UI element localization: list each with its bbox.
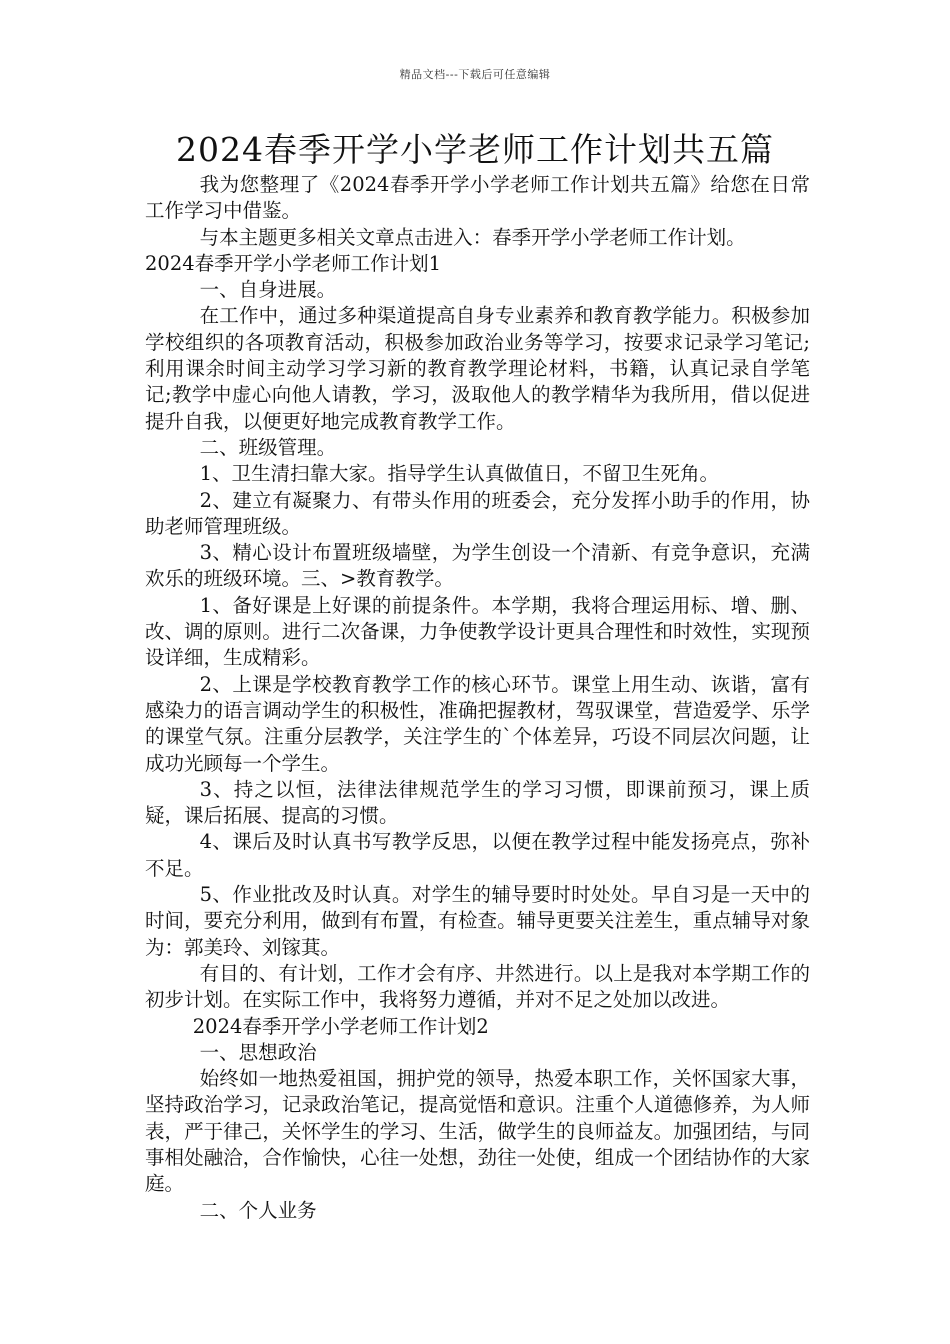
list-item: 2、建立有凝聚力、有带头作用的班委会，充分发挥小助手的作用，协助老师管理班级。 xyxy=(145,488,810,538)
paragraph: 有目的、有计划，工作才会有序、井然进行。以上是我对本学期工作的初步计划。在实际工作中，我将努力遵循，并对不足之处加以改进。 xyxy=(145,961,810,1012)
related-articles-paragraph: 与本主题更多相关文章点击进入：春季开学小学老师工作计划。 xyxy=(199,225,746,249)
document-title: 2024春季开学小学老师工作计划共五篇 xyxy=(176,130,774,169)
list-item: 1、卫生清扫靠大家。指导学生认真做值日，不留卫生死角。 xyxy=(199,462,720,486)
document-body xyxy=(145,172,810,1224)
list-item: 3、持之以恒，法律法律规范学生的学习习惯，即课前预习，课上质疑，课后拓展、提高的习惯。 xyxy=(145,777,810,828)
subheading-political-thought: 一、思想政治 xyxy=(199,1040,317,1064)
list-item: 2、上课是学校教育教学工作的核心环节。课堂上用生动、诙谐，富有感染力的语言调动学生的积极性，准确把握教材，驾驭课堂，营造爱学、乐学的课堂气氛。注重分层教学，关注学生的`个体差异，巧设不同层次问题，让成功光顾每一个学生。 xyxy=(145,672,810,775)
intro-paragraph: 我为您整理了《2024春季开学小学老师工作计划共五篇》给您在日常工作学习中借鉴。 xyxy=(145,173,810,223)
subheading-self-development: 一、自身进展。 xyxy=(199,278,337,302)
section-heading-plan-2: 2024春季开学小学老师工作计划2 xyxy=(192,1014,489,1038)
paragraph: 始终如一地热爱祖国，拥护党的领导，热爱本职工作，关怀国家大事，坚持政治学习，记录政治笔记，提高觉悟和意识。注重个人道德修养，为人师表，严于律己，关怀学生的学习、生活，做学生的良师益友。加强团结，与同事相处融洽，合作愉快，心往一处想，劲往一处使，组成一个团结协作的大家庭。 xyxy=(145,1067,810,1196)
list-item: 4、课后及时认真书写教学反思，以便在教学过程中能发扬亮点，弥补不足。 xyxy=(145,830,810,880)
list-item: 5、作业批改及时认真。对学生的辅导要时时处处。早自习是一天中的时间，要充分利用，做到有布置，有检查。辅导更要关注差生，重点辅导对象为：郭美玲、刘镓萁。 xyxy=(145,883,810,959)
list-item: 1、备好课是上好课的前提条件。本学期，我将合理运用标、增、删、改、调的原则。进行二次备课，力争使教学设计更具合理性和时效性，实现预设详细，生成精彩。 xyxy=(145,593,810,670)
subheading-class-management: 二、班级管理。 xyxy=(199,435,337,459)
section-heading-plan-1: 2024春季开学小学老师工作计划1 xyxy=(145,251,442,275)
subheading-personal-work: 二、个人业务 xyxy=(199,1198,317,1222)
list-item: 3、精心设计布置班级墙壁，为学生创设一个清新、有竞争意识，充满欢乐的班级环境。三、>教育教学。 xyxy=(145,541,810,591)
header-note: 精品文档---下载后可任意编辑 xyxy=(399,68,551,81)
paragraph: 在工作中，通过多种渠道提高自身专业素养和教育教学能力。积极参加学校组织的各项教育活动，积极参加政治业务等学习，按要求记录学习笔记;利用课余时间主动学习学习新的教育教学理论材料，书籍，认真记录自学笔记;教学中虚心向他人请教，学习，汲取他人的教学精华为我所用，借以促进提升自我，以便更好地完成教育教学工作。 xyxy=(145,304,810,433)
